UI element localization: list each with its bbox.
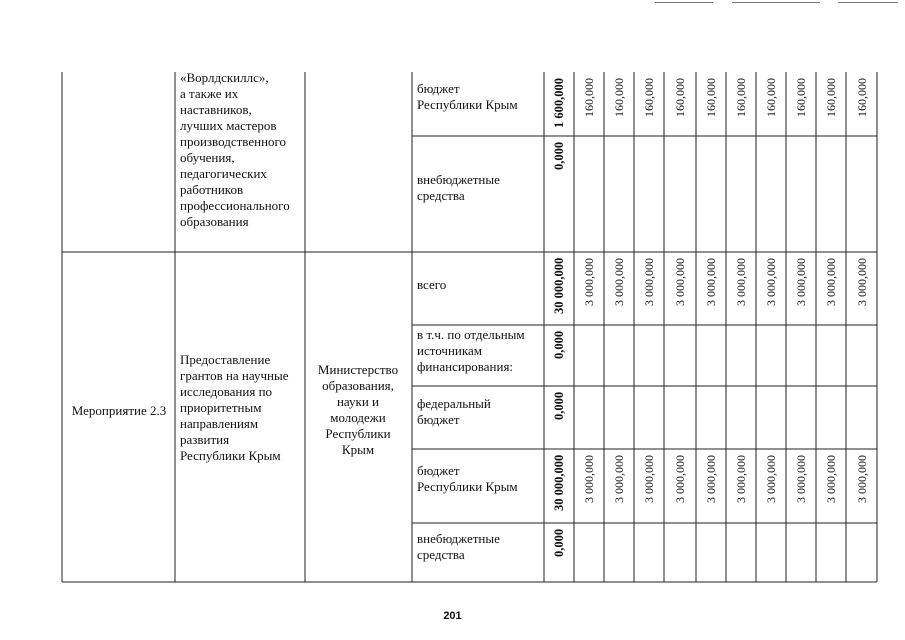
year-value: 160,000 (673, 78, 687, 117)
year-value: 3 000,000 (704, 258, 718, 306)
upper-source-row-2: внебюджетные средства (417, 172, 500, 203)
total-value: 1 600,000 (552, 78, 566, 128)
year-value: 3 000,000 (764, 455, 778, 503)
year-value: 160,000 (734, 78, 748, 117)
lower-source-row-1: всего (417, 277, 447, 292)
year-value: 160,000 (612, 78, 626, 117)
executor: Министерство образования, науки и молодежи Республики Крым (317, 362, 399, 457)
year-value: 160,000 (794, 78, 808, 117)
year-value: 3 000,000 (612, 455, 626, 503)
page-number: 201 (443, 610, 462, 622)
year-value: 3 000,000 (794, 455, 808, 503)
total-value: 30 000,000 (552, 257, 566, 314)
year-value: 3 000,000 (673, 455, 687, 503)
year-value: 3 000,000 (764, 258, 778, 306)
year-value: 160,000 (824, 78, 838, 117)
total-value: 0,000 (552, 330, 566, 359)
year-value: 3 000,000 (673, 258, 687, 306)
upper-description: «Ворлдскиллс», а также их наставников, лучших мастеров производственного обучения, педагогических работников профессионального образования (180, 70, 290, 229)
lower-source-row-3: федеральный бюджет (417, 396, 491, 427)
year-value: 3 000,000 (642, 258, 656, 306)
year-value: 3 000,000 (794, 258, 808, 306)
year-value: 3 000,000 (824, 455, 838, 503)
year-value: 3 000,000 (824, 258, 838, 306)
year-value: 160,000 (582, 78, 596, 117)
year-value: 3 000,000 (854, 455, 869, 503)
year-value: 3 000,000 (582, 455, 596, 503)
year-value: 160,000 (764, 78, 778, 117)
year-value: 3 000,000 (734, 258, 748, 306)
year-value: 3 000,000 (734, 455, 748, 503)
lower-source-row-2: в т.ч. по отдельным источникам финансирования: (417, 327, 525, 374)
total-value: 30 000,000 (552, 454, 566, 511)
year-value: 3 000,000 (582, 258, 596, 306)
total-value: 0,000 (552, 391, 566, 420)
year-value: 160,000 (704, 78, 718, 117)
upper-source-row-1: бюджет Республики Крым (417, 81, 518, 112)
measure-label: Мероприятие 2.3 (71, 403, 167, 418)
year-value: 3 000,000 (854, 258, 869, 306)
year-value: 3 000,000 (642, 455, 656, 503)
year-value: 160,000 (642, 78, 656, 117)
lower-description: Предоставление грантов на научные исследования по приоритетным направлениям развития Республики Крым (180, 352, 289, 463)
lower-source-row-5: внебюджетные средства (417, 531, 500, 562)
year-value: 3 000,000 (612, 258, 626, 306)
total-value: 0,000 (552, 528, 566, 557)
total-value: 0,000 (552, 141, 566, 170)
year-value: 160,000 (854, 78, 869, 117)
lower-source-row-4: бюджет Республики Крым (417, 463, 518, 494)
year-value: 3 000,000 (704, 455, 718, 503)
